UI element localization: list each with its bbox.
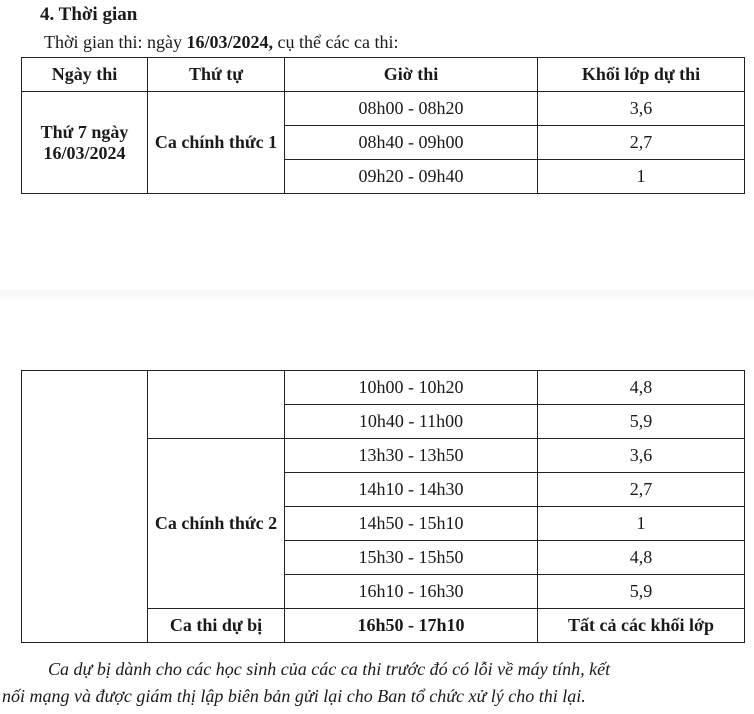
session1-label-cell: Ca chính thức 1 <box>148 92 285 194</box>
section-title: 4. Thời gian <box>40 4 138 25</box>
backup-label-cell: Ca thi dự bị <box>148 609 285 643</box>
grades-cell: 5,9 <box>538 575 745 609</box>
time-cell: 10h00 - 10h20 <box>285 371 538 405</box>
page-break <box>0 290 754 304</box>
table-row <box>22 92 745 126</box>
exam-day-continued-cell <box>22 371 148 643</box>
grades-cell: 5,9 <box>538 405 745 439</box>
intro-date: 16/03/2024, <box>186 32 274 52</box>
exam-schedule-table-part1 <box>21 57 745 194</box>
note-line-1: Ca dự bị dành cho các học sinh của các ca thi trước đó có lỗi về máy tính, kết <box>48 659 611 679</box>
grades-cell: 4,8 <box>538 541 745 575</box>
backup-note <box>0 656 754 710</box>
note-line-2: nối mạng và được giám thị lập biên bản gửi lại cho Ban tổ chức xử lý cho thi lại. <box>2 686 586 706</box>
header-order: Thứ tự <box>148 58 285 92</box>
time-cell: 14h50 - 15h10 <box>285 507 538 541</box>
time-cell: 10h40 - 11h00 <box>285 405 538 439</box>
backup-grades-cell: Tất cả các khối lớp <box>538 609 745 643</box>
grades-cell: 4,8 <box>538 371 745 405</box>
header-row <box>22 58 745 92</box>
session2-label-cell: Ca chính thức 2 <box>148 439 285 609</box>
grades-cell: 3,6 <box>538 439 745 473</box>
header-exam-time: Giờ thi <box>285 58 538 92</box>
time-cell: 16h10 - 16h30 <box>285 575 538 609</box>
exam-day-cell: Thứ 7 ngày 16/03/2024 <box>22 92 148 194</box>
time-cell: 14h10 - 14h30 <box>285 473 538 507</box>
session1-continued-cell <box>148 371 285 439</box>
intro-prefix: Thời gian thi: ngày <box>44 32 187 52</box>
grades-cell: 1 <box>538 507 745 541</box>
intro-text <box>44 32 398 53</box>
time-cell: 09h20 - 09h40 <box>285 160 538 194</box>
grades-cell: 2,7 <box>538 473 745 507</box>
intro-suffix: cụ thể các ca thi: <box>273 32 399 52</box>
backup-time-cell: 16h50 - 17h10 <box>285 609 538 643</box>
time-cell: 15h30 - 15h50 <box>285 541 538 575</box>
table-row <box>22 371 745 405</box>
exam-schedule-table-part2 <box>21 370 745 643</box>
header-exam-day: Ngày thi <box>22 58 148 92</box>
grades-cell: 1 <box>538 160 745 194</box>
time-cell: 08h00 - 08h20 <box>285 92 538 126</box>
header-grades: Khối lớp dự thi <box>538 58 745 92</box>
time-cell: 08h40 - 09h00 <box>285 126 538 160</box>
time-cell: 13h30 - 13h50 <box>285 439 538 473</box>
grades-cell: 2,7 <box>538 126 745 160</box>
grades-cell: 3,6 <box>538 92 745 126</box>
